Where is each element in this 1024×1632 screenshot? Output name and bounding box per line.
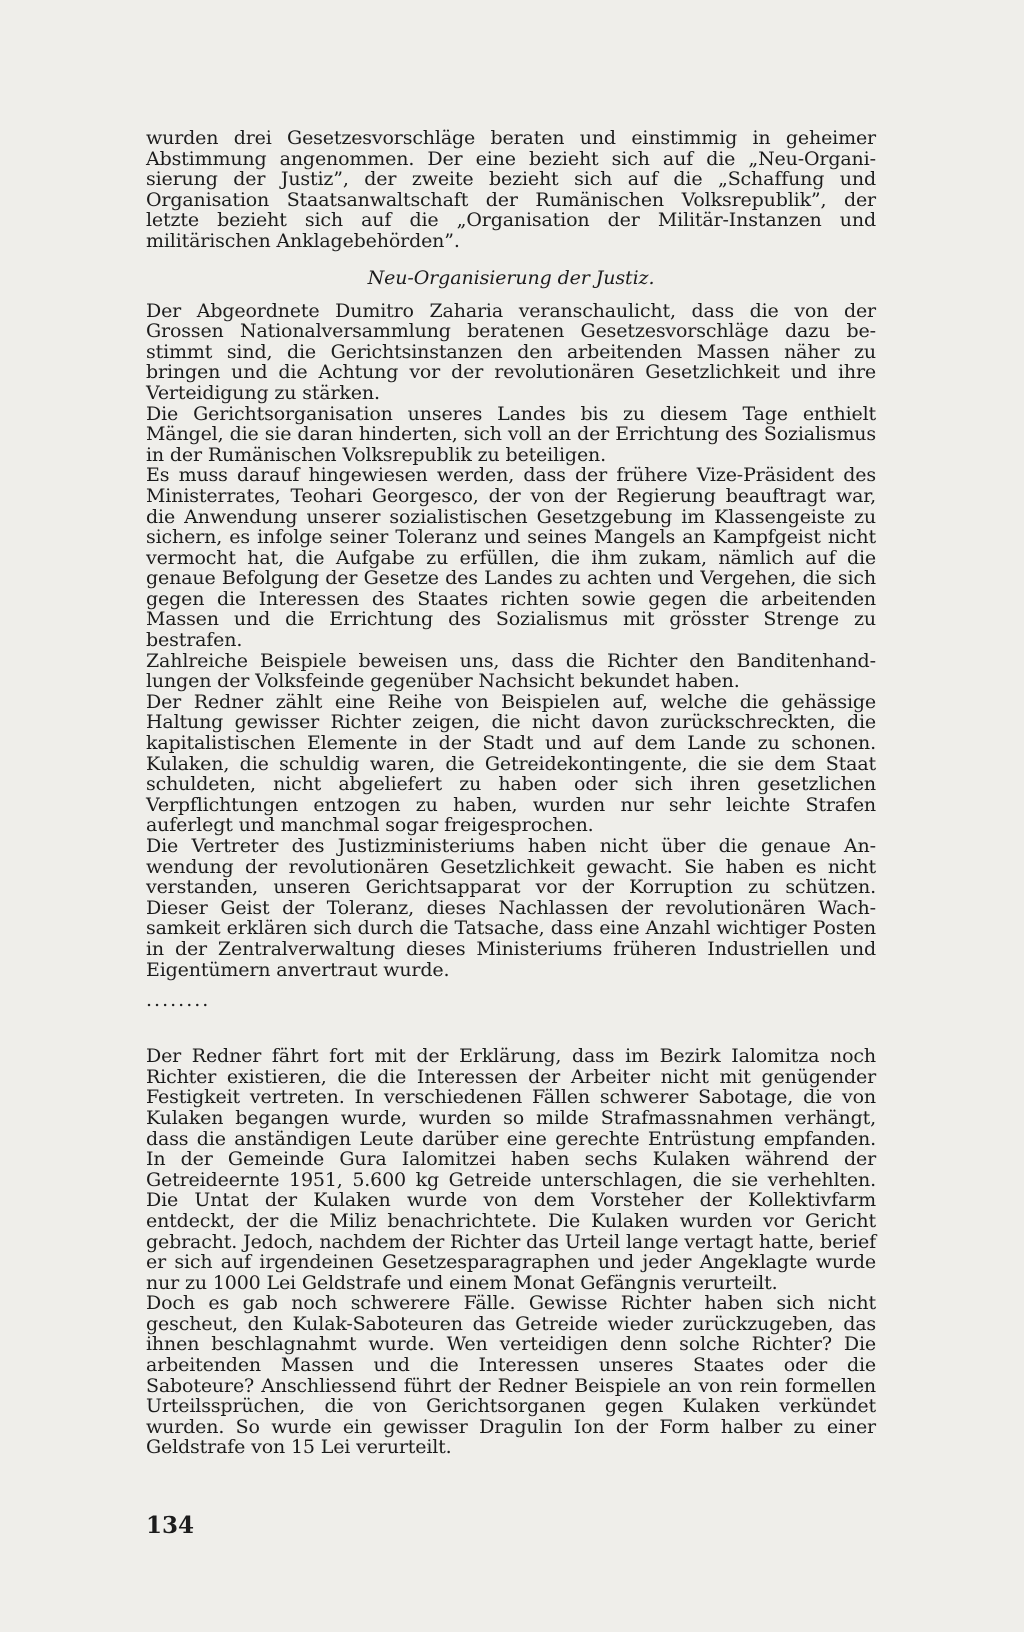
paragraph: Zahlreiche Beispiele beweisen uns, dass die Richter den Banditenhandlungen der Volksfeinde gegenüber Nachsicht bekundet haben.	[146, 649, 876, 693]
omission-ellipsis: ........	[146, 989, 211, 1012]
paragraph: Es muss darauf hingewiesen werden, dass der frühere Vize-Präsident des Ministerrates, Teohari Georgesco, der von der Regierung beauftragt war, die Anwendung unserer sozialistischen Gesetzgebung im Klassengeiste zu sichern, es infolge seiner Toleranz und seines Mangels an Kampfgeist nicht vermocht hat, die Aufgabe zu erfüllen, die ihm zukam, nämlich auf die genaue Befolgung der Gesetze des Landes zu achten und Vergehen, die sich gegen die Interessen des Staates richten sowie gegen die arbeitenden Massen und die Errichtung des Sozialismus mit grösster Strenge zu bestrafen.	[146, 464, 876, 652]
section-heading: Neu-Organisierung der Justiz.	[367, 266, 655, 289]
intro-paragraph: wurden drei Gesetzesvorschläge beraten und einstimmig in geheimer Abstimmung angenommen. Der eine bezieht sich auf die „Neu-Organisierung der Justiz”, der zweite bezieht sich auf die „Schaffung und Organisation Staatsanwaltschaft der Rumänischen Volksrepublik”, der letzte bezieht sich auf die „Organisation der Militär-Instanzen und militärischen Anklagebehörden”.	[146, 127, 876, 252]
page-content	[146, 128, 876, 1458]
paragraph: Doch es gab noch schwerere Fälle. Gewisse Richter haben sich nicht gescheut, den Kulak-Saboteuren das Getreide wieder zurückzugeben, das ihnen beschlagnahmt wurde. Wen verteidigen denn solche Richter? Die arbeitenden Massen und die Interessen unseres Staates oder die Saboteure? Anschliessend führt der Redner Beispiele an von rein formellen Urteilssprüchen, die von Gerichtsorganen gegen Kulaken verkündet wurden. So wurde ein gewisser Dragulin Ion der Form halber zu einer Geldstrafe von 15 Lei verurteilt.	[146, 1292, 876, 1459]
paragraph: Der Abgeordnete Dumitro Zaharia veranschaulicht, dass die von der Grossen Nationalversammlung beratenen Gesetzesvorschläge dazu bestimmt sind, die Gerichtsinstanzen den arbeitenden Massen näher zu bringen und die Achtung vor der revolutionären Gesetzlichkeit und ihre Verteidigung zu stärken.	[146, 299, 876, 404]
paragraph: Der Redner fährt fort mit der Erklärung, dass im Bezirk Ialomitza noch Richter existieren, die die Interessen der Arbeiter nicht mit genügender Festigkeit vertreten. In verschiedenen Fällen schwerer Sabotage, die von Kulaken begangen wurde, wurden so milde Strafmassnahmen verhängt, dass die anständigen Leute darüber eine gerechte Entrüstung empfanden. In der Gemeinde Gura Ialomitzei haben sechs Kulaken während der Getreideernte 1951, 5.600 kg Getreide unterschlagen, die sie verhehlten. Die Untat der Kulaken wurde von dem Vorsteher der Kollektivfarm entdeckt, der die Miliz benachrichtete. Die Kulaken wurden vor Gericht gebracht. Jedoch, nachdem der Richter das Urteil lange vertagt hatte, berief er sich auf irgendeinen Gesetzesparagraphen und jeder Angeklagte wurde nur zu 1000 Lei Geldstrafe und einem Monat Gefängnis verurteilt.	[146, 1045, 876, 1294]
paragraph: Der Redner zählt eine Reihe von Beispielen auf, welche die gehässige Haltung gewisser Richter zeigen, die nicht davon zurückschreckten, die kapitalistischen Elemente in der Stadt und auf dem Lande zu schonen. Kulaken, die schuldig waren, die Getreidekontingente, die sie dem Staat schuldeten, nicht abgeliefert zu haben oder sich ihren gesetzlichen Verpflichtungen entzogen zu haben, wurden nur sehr leichte Strafen auferlegt und manchmal sogar freigesprochen.	[146, 690, 876, 837]
page-number: 134	[146, 1512, 195, 1539]
paragraph: Die Vertreter des Justizministeriums haben nicht über die genaue Anwendung der revolutionären Gesetzlichkeit gewacht. Sie haben es nicht verstanden, unseren Gerichtsapparat vor der Korruption zu schützen. Dieser Geist der Toleranz, dieses Nachlassen der revolutionären Wachsamkeit erklären sich durch die Tatsache, dass eine Anzahl wichtiger Posten in der Zentralverwaltung dieses Ministeriums früheren Industriellen und Eigentümern anvertraut wurde.	[146, 835, 876, 981]
paragraph: Die Gerichtsorganisation unseres Landes bis zu diesem Tage enthielt Mängel, die sie daran hinderten, sich voll an der Errichtung des Sozialismus in der Rumänischen Volksrepublik zu beteiligen.	[146, 402, 876, 466]
